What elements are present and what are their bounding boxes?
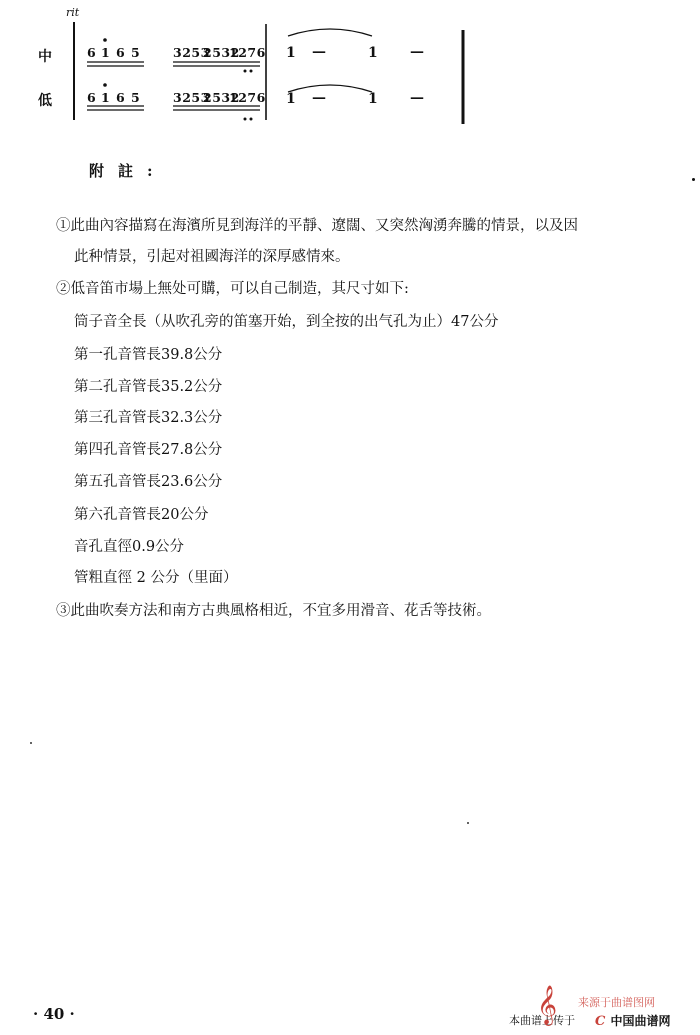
note-group: 1276 (229, 45, 266, 60)
dash: — (410, 90, 425, 106)
tempo-marking: rit (66, 6, 80, 19)
note-line: 音孔直徑0.9公分 (74, 539, 185, 555)
upload-credit: 本曲谱上传于 (509, 1014, 575, 1027)
beams-part-2 (87, 106, 260, 110)
note: 1 (101, 90, 111, 105)
note-group: 2532 (203, 45, 240, 60)
scan-speck (692, 178, 695, 181)
note-line: 筒子音全長（从吹孔旁的笛塞开始，到全按的出气孔为止）47公分 (74, 314, 499, 330)
note-line: 此种情景，引起对祖國海洋的深厚感情來。 (74, 249, 350, 265)
score-staff-lines (0, 0, 700, 135)
beams-part-1 (87, 62, 260, 66)
note: 1 (101, 45, 111, 60)
note-line: ②低音笛市場上無处可購，可以自己制造，其尺寸如下: (56, 281, 409, 297)
scan-speck (30, 742, 32, 744)
part-label-low: 低 (38, 93, 52, 109)
slur-2 (288, 85, 372, 92)
score (0, 0, 700, 135)
slur-1 (288, 29, 372, 36)
brand-logo: C 中国曲谱网 (595, 1014, 671, 1029)
page-number: · 40 · (33, 1005, 75, 1023)
note-line: 第三孔音管長32.3公分 (74, 410, 223, 426)
dash: — (312, 90, 327, 106)
brand-name: 中国曲谱网 (610, 1014, 671, 1028)
note-line: 第五孔音管長23.6公分 (74, 474, 223, 490)
treble-clef-icon: 𝄞 (537, 985, 558, 1025)
notes-heading: 附註: (89, 162, 167, 180)
dash: — (312, 44, 327, 60)
note-group: 3253 (173, 45, 210, 60)
note-line: ①此曲內容描寫在海濱所見到海洋的平靜、遼闊、又突然洶湧奔騰的情景，以及因 (56, 218, 578, 234)
watermark-text: 来源于曲谱图网 (578, 996, 655, 1009)
note-line: 第一孔音管長39.8公分 (74, 347, 223, 363)
scan-speck (467, 822, 469, 824)
note-line: 第二孔音管長35.2公分 (74, 379, 223, 395)
note: 1 (286, 45, 297, 61)
note-line: 第四孔音管長27.8公分 (74, 442, 223, 458)
note: 5 (131, 90, 141, 105)
dash: — (410, 44, 425, 60)
note-group: 3253 (173, 90, 210, 105)
note-line: ③此曲吹奏方法和南方古典風格相近，不宜多用滑音、花舌等技術。 (56, 603, 491, 619)
note: 5 (131, 45, 141, 60)
note: 6 (87, 45, 97, 60)
note-group: 2532 (203, 90, 240, 105)
part-label-middle: 中 (38, 49, 52, 65)
note: 6 (116, 45, 126, 60)
note: 6 (116, 90, 126, 105)
note-line: 第六孔音管長20公分 (74, 507, 209, 523)
note-group: 1276 (229, 90, 266, 105)
note: 1 (286, 91, 297, 107)
note: 1 (368, 45, 379, 61)
note: 6 (87, 90, 97, 105)
note-line: 管粗直徑 2 公分（里面） (74, 570, 238, 586)
note: 1 (368, 91, 379, 107)
